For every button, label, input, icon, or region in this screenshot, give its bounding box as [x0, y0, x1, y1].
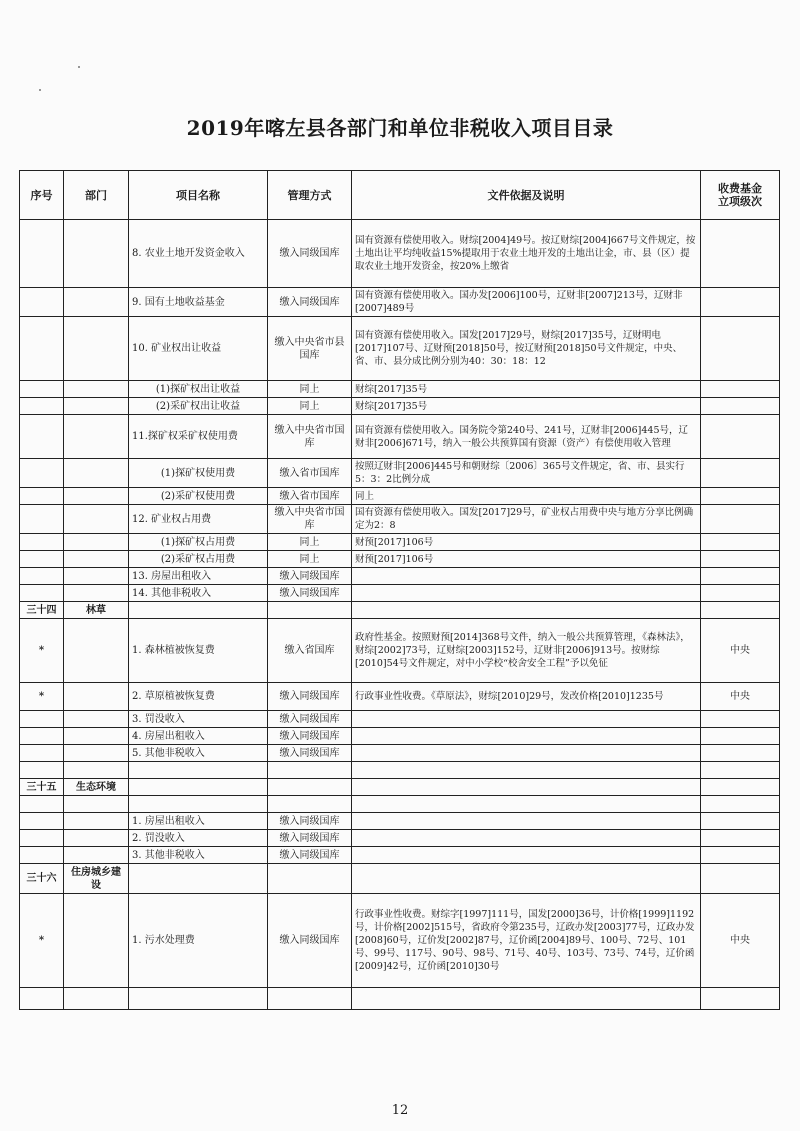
row-item-name: 1. 房屋出租收入 — [129, 813, 268, 830]
row-basis — [352, 728, 701, 745]
row-level — [701, 602, 780, 619]
row-seq — [20, 220, 64, 288]
row-item-name: 10. 矿业权出让收益 — [129, 317, 268, 381]
row-item-name: 8. 农业土地开发资金收入 — [129, 220, 268, 288]
row-level — [701, 813, 780, 830]
row-dept — [64, 796, 129, 813]
row-mgmt: 缴入同级国库 — [268, 220, 352, 288]
row-dept — [64, 711, 129, 728]
row-item-name: (1)探矿权占用费 — [129, 534, 268, 551]
row-mgmt: 缴入中央省市国库 — [268, 505, 352, 534]
row-basis: 同上 — [352, 488, 701, 505]
row-mgmt: 缴入同级国库 — [268, 830, 352, 847]
row-level — [701, 847, 780, 864]
row-mgmt: 缴入同级国库 — [268, 728, 352, 745]
row-basis: 国有资源有偿使用收入。国发[2017]29号，矿业权占用费中央与地方分享比例确定为2：8 — [352, 505, 701, 534]
table-row — [20, 813, 780, 830]
row-level: 中央 — [701, 683, 780, 711]
table-row — [20, 728, 780, 745]
row-mgmt: 缴入中央省市国库 — [268, 415, 352, 459]
row-item-name: 4. 房屋出租收入 — [129, 728, 268, 745]
table-row — [20, 711, 780, 728]
header-level — [701, 171, 780, 220]
row-basis — [352, 988, 701, 1010]
table-row — [20, 602, 780, 619]
row-level: 中央 — [701, 894, 780, 988]
row-dept — [64, 534, 129, 551]
row-mgmt: 缴入同级国库 — [268, 745, 352, 762]
row-item-name: 14. 其他非税收入 — [129, 585, 268, 602]
row-mgmt: 同上 — [268, 381, 352, 398]
row-basis: 国有资源有偿使用收入。财综[2004]49号。按辽财综[2004]667号文件规定，按土地出让平均纯收益15%提取用于农业土地开发的土地出让金，市、县（区）提取农业土地开发资金，按20%上缴省 — [352, 220, 701, 288]
row-basis: 行政事业性收费。财综字[1997]111号，国发[2000]36号，计价格[1999]1192号，计价格[2002]515号，省政府令第235号，辽政办发[2003]77号，辽政办发[2008]60号，辽价发[2002]87号，辽价函[2004]89号、100号、72号、101号、99号、117号、90号、98号、71号、40号、103号、73号、74号，辽价函[2009]42号，辽价函[2010]30号 — [352, 894, 701, 988]
row-level — [701, 745, 780, 762]
row-level — [701, 415, 780, 459]
row-item-name: 13. 房屋出租收入 — [129, 568, 268, 585]
row-seq — [20, 288, 64, 317]
table-row — [20, 488, 780, 505]
row-basis — [352, 568, 701, 585]
row-dept — [64, 988, 129, 1010]
row-dept — [64, 813, 129, 830]
page-title: 2019年喀左县各部门和单位非税收入项目目录 — [186, 116, 614, 140]
row-dept — [64, 894, 129, 988]
row-level — [701, 534, 780, 551]
row-level — [701, 779, 780, 796]
row-mgmt — [268, 779, 352, 796]
scan-speck — [78, 66, 80, 68]
row-mgmt: 缴入同级国库 — [268, 894, 352, 988]
header-level-line1: 收费基金 — [718, 182, 762, 195]
row-level — [701, 585, 780, 602]
row-item-name: (2)采矿权出让收益 — [129, 398, 268, 415]
row-seq — [20, 830, 64, 847]
table-row — [20, 415, 780, 459]
row-dept: 住房城乡建设 — [64, 864, 129, 894]
row-dept — [64, 398, 129, 415]
row-seq — [20, 459, 64, 488]
row-item-name: (2)采矿权占用费 — [129, 551, 268, 568]
row-basis: 国有资源有偿使用收入。国务院令第240号、241号，辽财非[2006]445号，辽财非[2006]671号，纳入一般公共预算国有资源（资产）有偿使用收入管理 — [352, 415, 701, 459]
row-dept — [64, 745, 129, 762]
row-basis: 财预[2017]106号 — [352, 534, 701, 551]
row-dept — [64, 505, 129, 534]
row-item-name: (1)探矿权出让收益 — [129, 381, 268, 398]
row-dept — [64, 728, 129, 745]
table-row — [20, 398, 780, 415]
row-basis: 行政事业性收费。《草原法》，财综[2010]29号，发改价格[2010]1235号 — [352, 683, 701, 711]
row-dept — [64, 830, 129, 847]
row-seq — [20, 711, 64, 728]
table-row — [20, 220, 780, 288]
row-level — [701, 830, 780, 847]
table-row — [20, 796, 780, 813]
row-seq — [20, 317, 64, 381]
row-mgmt — [268, 762, 352, 779]
table-row — [20, 619, 780, 683]
row-seq — [20, 415, 64, 459]
table-header-row — [20, 171, 780, 220]
row-level — [701, 988, 780, 1010]
row-basis: 国有资源有偿使用收入。国发[2017]29号，财综[2017]35号，辽财明电[2017]107号、辽财预[2018]50号，按辽财预[2018]50号文件规定，中央、省、市、县分成比例分别为40：30：18：12 — [352, 317, 701, 381]
row-mgmt: 缴入同级国库 — [268, 683, 352, 711]
row-seq — [20, 813, 64, 830]
row-mgmt: 缴入省市国库 — [268, 459, 352, 488]
row-basis — [352, 830, 701, 847]
table-row — [20, 568, 780, 585]
table-row — [20, 317, 780, 381]
row-level — [701, 864, 780, 894]
row-level — [701, 728, 780, 745]
header-mgmt: 管理方式 — [268, 171, 352, 220]
row-mgmt — [268, 864, 352, 894]
row-item-name: 1. 污水处理费 — [129, 894, 268, 988]
row-dept — [64, 683, 129, 711]
row-mgmt: 缴入同级国库 — [268, 847, 352, 864]
row-seq — [20, 398, 64, 415]
row-item-name: (2)采矿权使用费 — [129, 488, 268, 505]
row-basis: 政府性基金。按照财预[2014]368号文件，纳入一般公共预算管理，《森林法》，财综[2002]73号，辽财综[2003]152号，辽财非[2006]913号。按财综[2010]54号文件规定，对中小学校“校舍安全工程”予以免征 — [352, 619, 701, 683]
row-item-name: 9. 国有土地收益基金 — [129, 288, 268, 317]
row-mgmt: 同上 — [268, 551, 352, 568]
header-dept: 部门 — [64, 171, 129, 220]
row-dept — [64, 459, 129, 488]
row-mgmt — [268, 988, 352, 1010]
row-level — [701, 568, 780, 585]
row-dept — [64, 317, 129, 381]
page-number: 12 — [391, 1103, 409, 1118]
header-name: 项目名称 — [129, 171, 268, 220]
row-item-name: (1)探矿权使用费 — [129, 459, 268, 488]
row-basis — [352, 602, 701, 619]
header-basis: 文件依据及说明 — [352, 171, 701, 220]
row-dept — [64, 762, 129, 779]
table-row — [20, 288, 780, 317]
row-dept — [64, 415, 129, 459]
row-dept — [64, 585, 129, 602]
table-row — [20, 551, 780, 568]
row-level — [701, 288, 780, 317]
row-mgmt: 缴入同级国库 — [268, 288, 352, 317]
row-dept — [64, 568, 129, 585]
row-mgmt: 缴入省国库 — [268, 619, 352, 683]
row-item-name: 12. 矿业权占用费 — [129, 505, 268, 534]
row-mgmt: 缴入同级国库 — [268, 568, 352, 585]
row-mgmt: 同上 — [268, 534, 352, 551]
row-basis — [352, 813, 701, 830]
row-seq: * — [20, 619, 64, 683]
row-level — [701, 381, 780, 398]
row-dept — [64, 551, 129, 568]
row-seq — [20, 381, 64, 398]
table-row — [20, 988, 780, 1010]
row-seq — [20, 796, 64, 813]
header-level-line2: 立项级次 — [718, 195, 762, 208]
table-row — [20, 534, 780, 551]
row-item-name: 3. 罚没收入 — [129, 711, 268, 728]
row-basis — [352, 585, 701, 602]
row-mgmt: 缴入省市国库 — [268, 488, 352, 505]
row-seq: 三十六 — [20, 864, 64, 894]
row-seq: * — [20, 894, 64, 988]
row-level — [701, 711, 780, 728]
row-seq — [20, 534, 64, 551]
row-basis: 国有资源有偿使用收入。国办发[2006]100号，辽财非[2007]213号，辽财非[2007]489号 — [352, 288, 701, 317]
row-basis — [352, 847, 701, 864]
row-item-name — [129, 796, 268, 813]
row-mgmt: 缴入同级国库 — [268, 813, 352, 830]
row-seq: 三十五 — [20, 779, 64, 796]
row-level — [701, 317, 780, 381]
row-item-name — [129, 602, 268, 619]
row-level — [701, 551, 780, 568]
row-mgmt — [268, 796, 352, 813]
table-row — [20, 779, 780, 796]
row-seq — [20, 568, 64, 585]
row-item-name: 2. 罚没收入 — [129, 830, 268, 847]
table-row — [20, 381, 780, 398]
row-item-name — [129, 988, 268, 1010]
row-dept — [64, 220, 129, 288]
row-mgmt: 同上 — [268, 398, 352, 415]
row-seq — [20, 988, 64, 1010]
row-mgmt: 缴入中央省市县国库 — [268, 317, 352, 381]
non-tax-catalog-table — [19, 170, 780, 1010]
row-mgmt: 缴入同级国库 — [268, 585, 352, 602]
row-basis — [352, 779, 701, 796]
row-dept — [64, 847, 129, 864]
row-level — [701, 505, 780, 534]
row-basis: 财综[2017]35号 — [352, 398, 701, 415]
table-row — [20, 830, 780, 847]
row-mgmt: 缴入同级国库 — [268, 711, 352, 728]
row-item-name — [129, 762, 268, 779]
row-level — [701, 762, 780, 779]
row-basis — [352, 796, 701, 813]
row-item-name: 1. 森林植被恢复费 — [129, 619, 268, 683]
row-seq: * — [20, 683, 64, 711]
row-basis — [352, 745, 701, 762]
table-body — [20, 220, 780, 1010]
row-basis: 财综[2017]35号 — [352, 381, 701, 398]
row-item-name — [129, 864, 268, 894]
row-item-name: 3. 其他非税收入 — [129, 847, 268, 864]
row-dept: 林草 — [64, 602, 129, 619]
table-row — [20, 847, 780, 864]
table-row — [20, 745, 780, 762]
scan-speck — [39, 89, 41, 91]
row-item-name: 2. 草原植被恢复费 — [129, 683, 268, 711]
row-seq — [20, 762, 64, 779]
table-row — [20, 894, 780, 988]
table-row — [20, 683, 780, 711]
row-item-name — [129, 779, 268, 796]
table-row — [20, 762, 780, 779]
table-row — [20, 459, 780, 488]
row-item-name: 11.探矿权采矿权使用费 — [129, 415, 268, 459]
row-seq — [20, 551, 64, 568]
row-seq: 三十四 — [20, 602, 64, 619]
row-level — [701, 488, 780, 505]
row-basis: 财预[2017]106号 — [352, 551, 701, 568]
row-dept — [64, 619, 129, 683]
row-dept — [64, 381, 129, 398]
row-mgmt — [268, 602, 352, 619]
table-row — [20, 864, 780, 894]
row-level — [701, 398, 780, 415]
row-seq — [20, 585, 64, 602]
row-item-name: 5. 其他非税收入 — [129, 745, 268, 762]
row-level — [701, 796, 780, 813]
row-dept: 生态环境 — [64, 779, 129, 796]
row-basis — [352, 762, 701, 779]
row-seq — [20, 505, 64, 534]
row-level — [701, 459, 780, 488]
row-seq — [20, 488, 64, 505]
row-dept — [64, 288, 129, 317]
row-seq — [20, 847, 64, 864]
row-level — [701, 220, 780, 288]
row-basis: 按照辽财非[2006]445号和朝财综〔2006〕365号文件规定，省、市、县实行5：3：2比例分成 — [352, 459, 701, 488]
row-seq — [20, 728, 64, 745]
row-seq — [20, 745, 64, 762]
row-level: 中央 — [701, 619, 780, 683]
row-basis — [352, 711, 701, 728]
row-dept — [64, 488, 129, 505]
table-row — [20, 585, 780, 602]
row-basis — [352, 864, 701, 894]
header-seq: 序号 — [20, 171, 64, 220]
table-row — [20, 505, 780, 534]
